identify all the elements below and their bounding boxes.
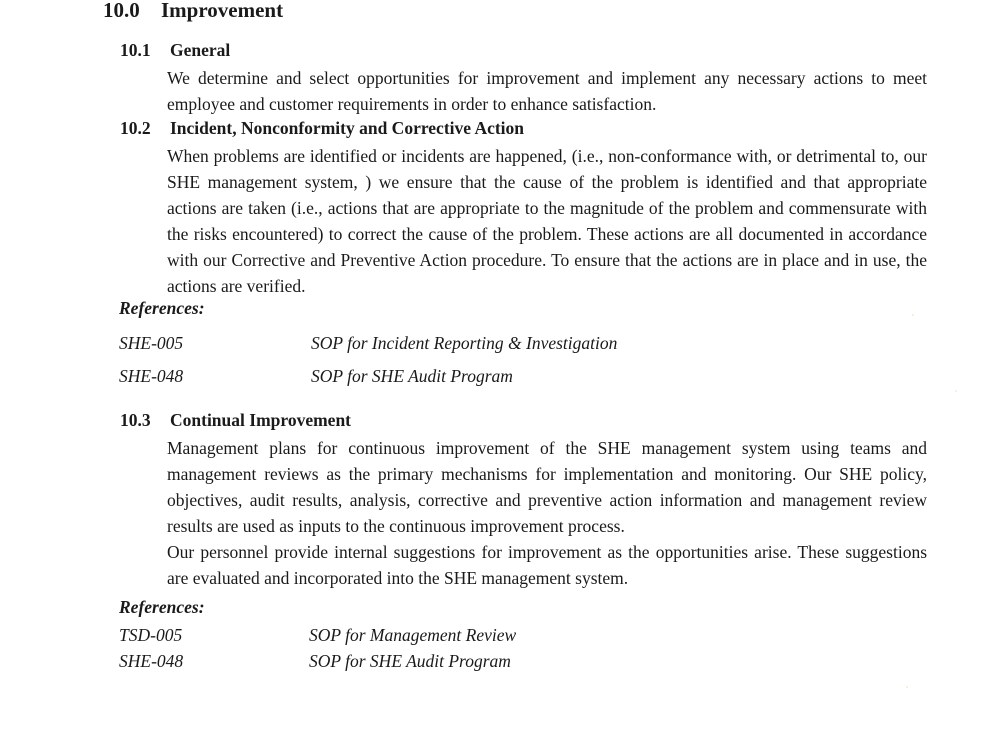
- scan-speck: [906, 686, 908, 688]
- subsection-heading-continual: [120, 410, 351, 431]
- subsection-body-continual: [167, 435, 927, 591]
- paragraph: Management plans for continuous improvement of the SHE management system using teams and management reviews as the primary mechanisms for implementation and monitoring. Our SHE policy, objectives, audit results, analysis, corrective and preventive action information and management review results are used as inputs to the continuous improvement process.: [167, 438, 927, 536]
- paragraph: When problems are identified or incidents are happened, (i.e., non-conformance with, or detrimental to, our SHE management system, ) we ensure that the cause of the problem is identified and that appropriate actions are taken (i.e., actions that are appropriate to the magnitude of the problem and commensurate with the risks encountered) to correct the cause of the problem. These actions are all documented in accordance with our Corrective and Preventive Action procedure. To ensure that the actions are in place and in use, the actions are verified.: [167, 146, 927, 296]
- reference-title: SOP for SHE Audit Program: [311, 366, 513, 386]
- subsection-heading-general: [120, 40, 230, 61]
- scan-speck: [912, 314, 914, 316]
- paragraph: We determine and select opportunities for improvement and implement any necessary actions to meet employee and customer requirements in order to enhance satisfaction.: [167, 68, 927, 114]
- reference-title: SOP for SHE Audit Program: [309, 651, 511, 671]
- subsection-number: 10.2: [120, 118, 151, 138]
- section-number: 10.0: [103, 0, 140, 22]
- subsection-number: 10.1: [120, 40, 151, 60]
- references-heading: References:: [119, 597, 205, 617]
- references-heading: References:: [119, 298, 205, 318]
- subsection-body-incident: [167, 143, 927, 299]
- section-title: Improvement: [161, 0, 284, 22]
- subsection-title: Incident, Nonconformity and Corrective Action: [170, 118, 525, 138]
- reference-code: SHE-048: [119, 366, 184, 386]
- reference-code: SHE-005: [119, 333, 184, 353]
- subsection-title: General: [170, 40, 231, 60]
- subsection-body-general: [167, 65, 927, 117]
- subsection-title: Continual Improvement: [170, 410, 352, 430]
- reference-code: SHE-048: [119, 651, 184, 671]
- reference-title: SOP for Incident Reporting & Investigation: [311, 333, 618, 353]
- section-heading: [103, 0, 283, 23]
- subsection-number: 10.3: [120, 410, 151, 430]
- scan-speck: [955, 390, 957, 392]
- subsection-heading-incident: [120, 118, 524, 139]
- reference-title: SOP for Management Review: [309, 625, 517, 645]
- paragraph: Our personnel provide internal suggestions for improvement as the opportunities arise. These suggestions are evaluated and incorporated into the SHE management system.: [167, 542, 927, 588]
- reference-code: TSD-005: [119, 625, 183, 645]
